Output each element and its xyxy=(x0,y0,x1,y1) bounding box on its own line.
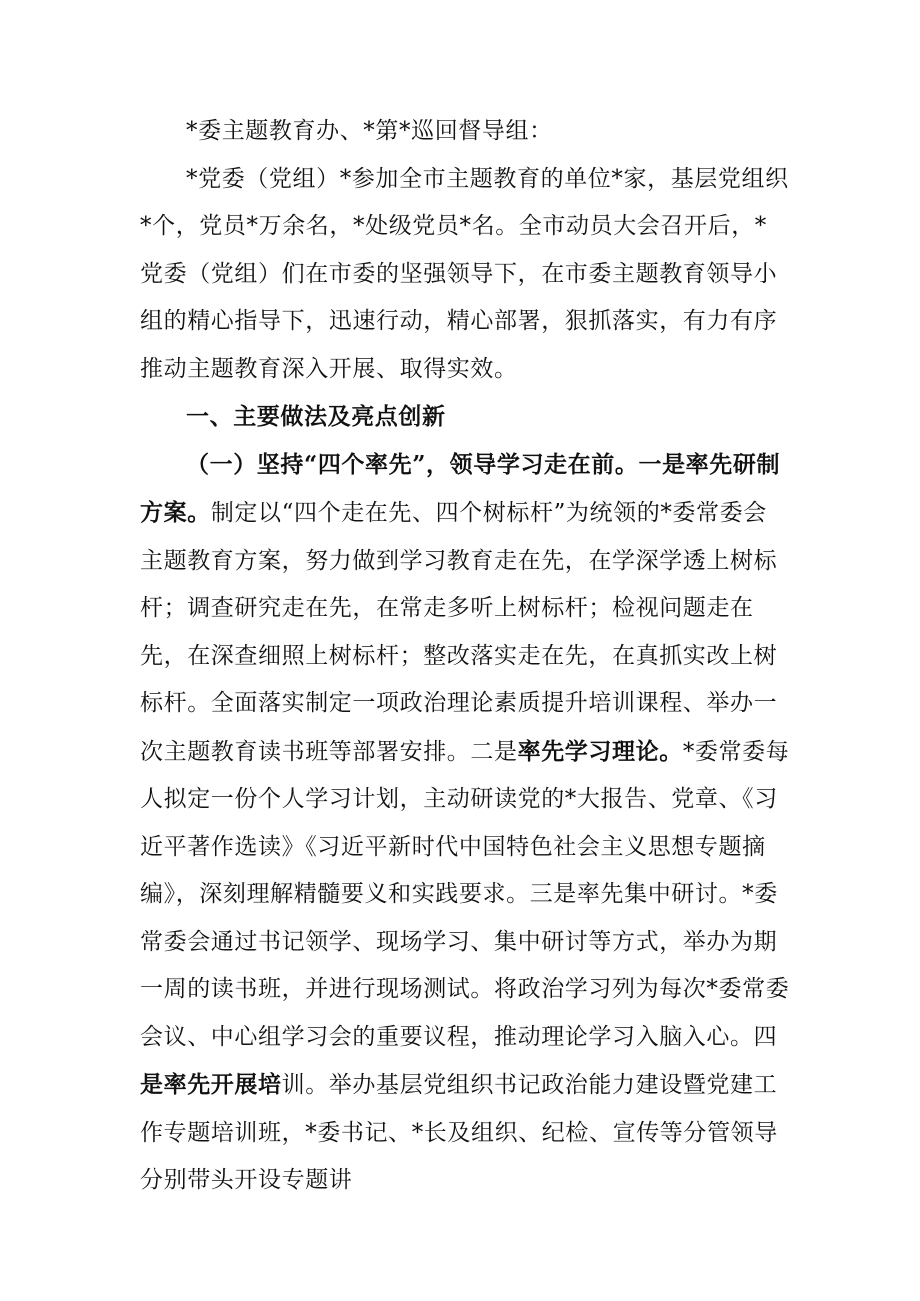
salutation-paragraph: *委主题教育办、*第*巡回督导组： xyxy=(186,118,553,144)
intro-paragraph: *党委（党组）*参加全市主题教育的单位*家，基层党组织*个，党员*万余名，*处级党员*名。全市动员大会召开后，*党委（党组）们在市委的坚强领导下，在市委主题教育领导小组的精心指导下，迅速行动，精心部署，狠抓落实，有力有序推动主题教育深入开展、取得实效。 xyxy=(140,165,789,382)
section-heading: 一、主要做法及亮点创新 xyxy=(186,403,446,430)
item2-text: *委常委每人拟定一份个人学习计划，主动研读党的*大报告、党章、《习近平著作选读》《习近平新时代中国特色社会主义思想专题摘编》，深刻理解精髓要义和实践要求。三是率先集中研讨。*委常委会通过书记领学、现场学习、集中研讨等方式，举办为期一周的读书班，并进行现场测试。将政治学习列为每次*委常委会议、中心组学习会的重要议程，推动理论学习入脑入心。四 xyxy=(140,738,790,1050)
item4-title: 是率先开展培 xyxy=(140,1071,282,1098)
item2-title: 率先学习理论。 xyxy=(517,737,683,765)
document-body xyxy=(140,108,790,1205)
item1-text: 制定以“四个走在先、四个树标杆”为统领的*委常委会主题教育方案，努力做到学习教育走在先，在学深学透上树标杆；调查研究走在先，在常走多听上树标杆；检视问题走在先，在深查细照上树标杆；整改落实走在先，在真抓实改上树标杆。全面落实制定一项政治理论素质提升培训课程、举办一次主题教育读书班等部署安排。二是 xyxy=(140,500,778,765)
item4-text: 训。举办基层党组织书记政治能力建设暨党建工作专题培训班，*委书记、*长及组织、纪检、宣传等分管领导分别带头开设专题讲 xyxy=(140,1072,778,1193)
item1-title: 一是率先研制方案。 xyxy=(140,450,781,526)
section1-subheading: （一）坚持“四个率先”，领导学习走在前。 xyxy=(186,450,639,478)
section1-paragraph xyxy=(140,441,790,1205)
